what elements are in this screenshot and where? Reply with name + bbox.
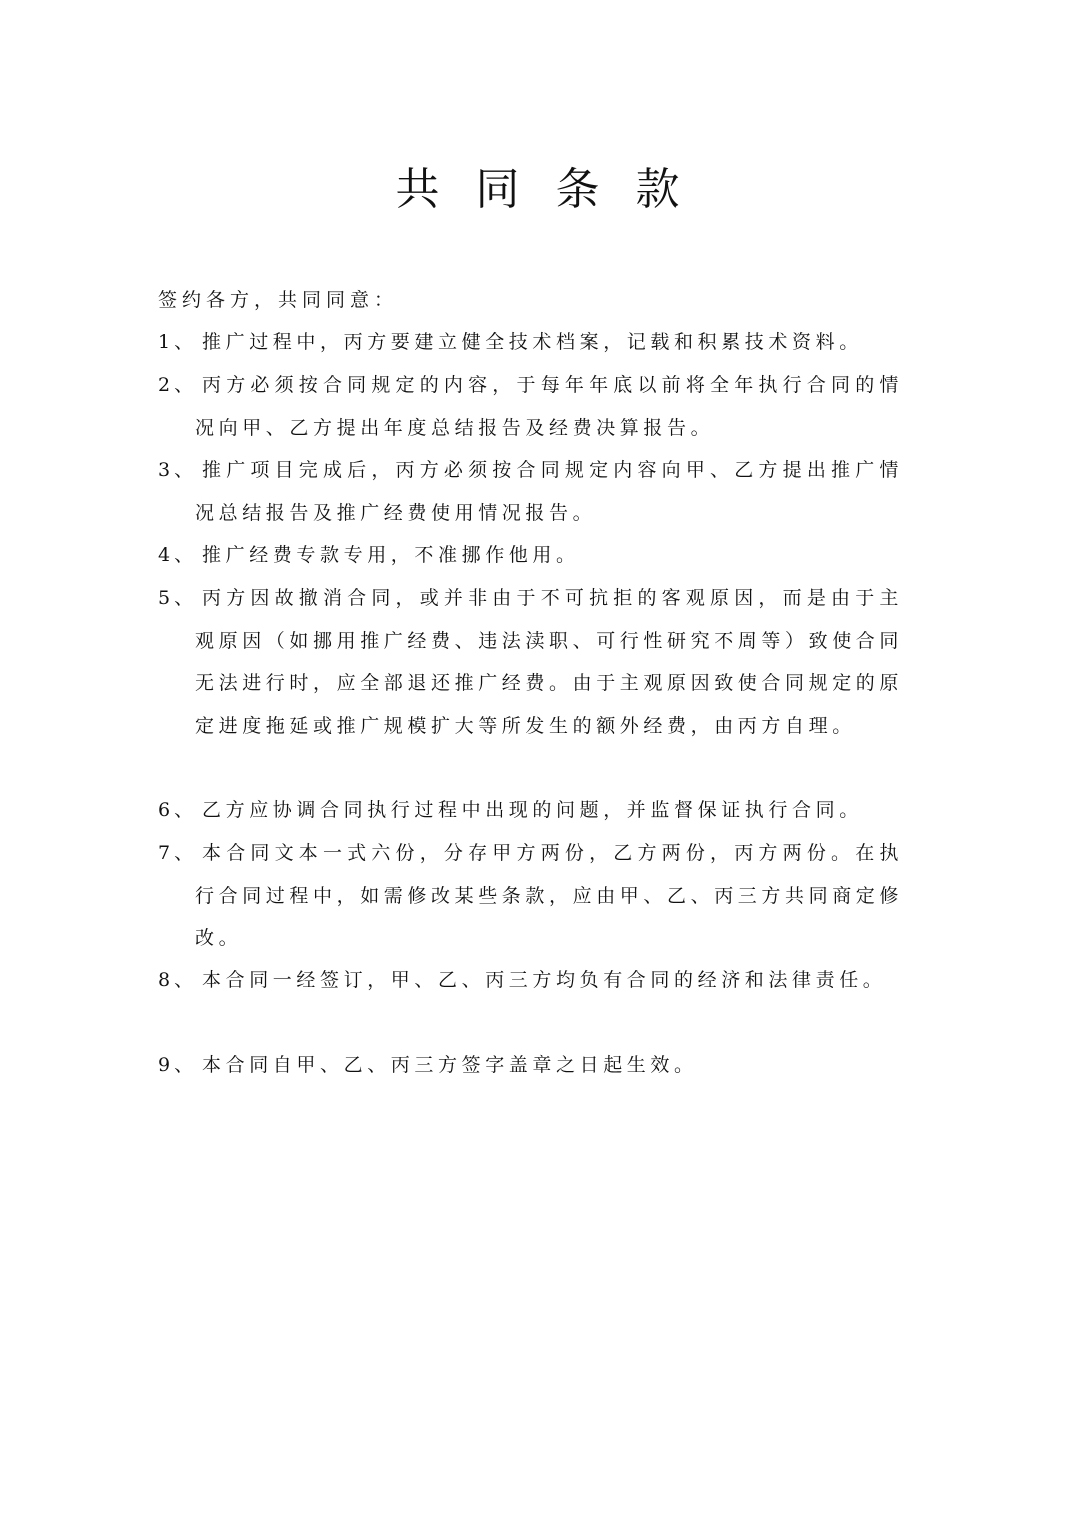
clause-text: 本合同一经签订，甲、乙、丙三方均负有合同的经济和法律责任。 (202, 969, 887, 991)
clause-4 (158, 534, 903, 577)
clause-text: 丙方因故撤消合同，或并非由于不可抗拒的客观原因，而是由于主观原因（如挪用推广经费、违法渎职、可行性研究不周等）致使合同无法进行时，应全部退还推广经费。由于主观原因致使合同规定的原定进度拖延或推广规模扩大等所发生的额外经费，由丙方自理。 (195, 587, 904, 737)
clause-number: 4、 (158, 544, 198, 566)
clause-number: 6、 (158, 799, 198, 821)
clause-1 (158, 321, 903, 364)
page-title: 共同条款 (395, 164, 716, 215)
clause-number: 9、 (158, 1054, 198, 1076)
clause-5 (158, 577, 903, 747)
clause-text: 推广项目完成后，丙方必须按合同规定内容向甲、乙方提出推广情况总结报告及推广经费使用情况报告。 (195, 459, 903, 524)
clause-8 (158, 959, 903, 1002)
clause-3 (158, 449, 903, 534)
clause-number: 7、 (158, 842, 198, 864)
clause-text: 本合同文本一式六份，分存甲方两份，乙方两份，丙方两份。在执行合同过程中，如需修改某些条款，应由甲、乙、丙三方共同商定修改。 (195, 842, 904, 949)
clause-number: 3、 (158, 459, 198, 481)
clause-number: 5、 (158, 587, 198, 609)
clause-number: 2、 (158, 374, 198, 396)
clause-number: 1、 (158, 331, 198, 353)
clause-2 (158, 364, 903, 449)
intro-text: 签约各方，共同同意： (158, 289, 399, 311)
clause-text: 乙方应协调合同执行过程中出现的问题，并监督保证执行合同。 (202, 799, 863, 821)
clause-6 (158, 789, 903, 832)
clause-text: 推广过程中，丙方要建立健全技术档案，记载和积累技术资料。 (202, 331, 863, 353)
clause-number: 8、 (158, 969, 198, 991)
clause-9 (158, 1044, 903, 1087)
clause-text: 丙方必须按合同规定的内容，于每年年底以前将全年执行合同的情况向甲、乙方提出年度总结报告及经费决算报告。 (195, 374, 903, 439)
clause-text: 本合同自甲、乙、丙三方签字盖章之日起生效。 (202, 1054, 698, 1076)
clause-text: 推广经费专款专用，不准挪作他用。 (202, 544, 580, 566)
clause-7 (158, 832, 903, 960)
